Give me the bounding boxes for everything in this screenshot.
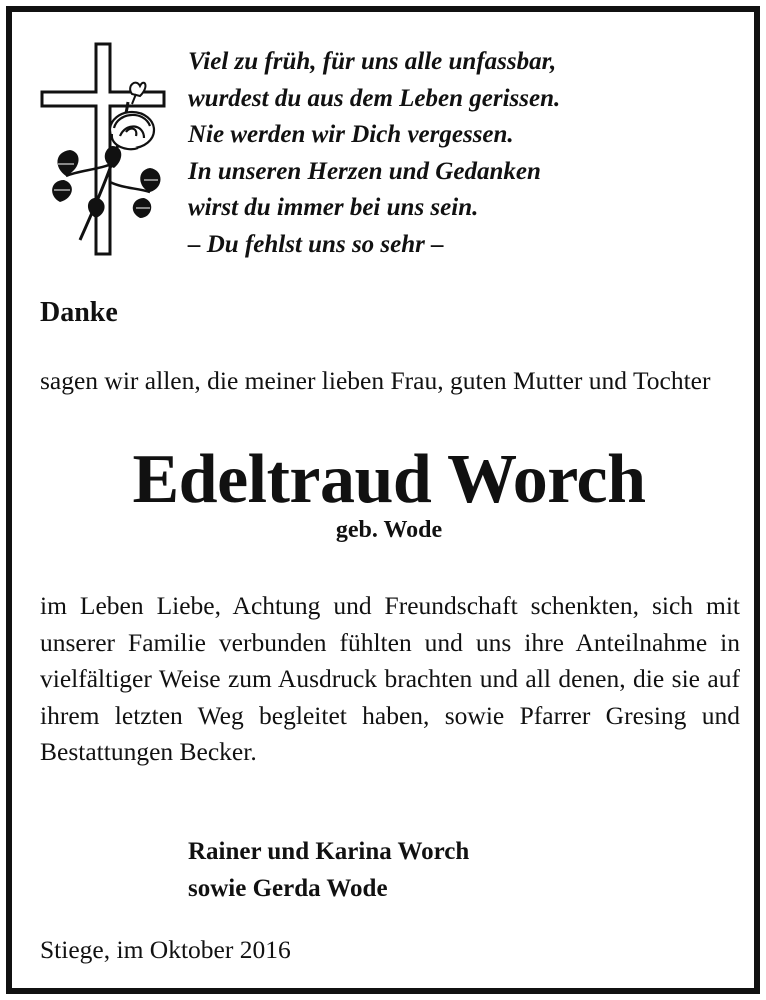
signatories xyxy=(188,834,688,907)
poem-line: Nie werden wir Dich vergessen. xyxy=(188,121,514,148)
signatory-line: Rainer und Karina Worch xyxy=(188,838,470,865)
thanks-body-text: im Leben Liebe, Achtung und Freundschaft schenkten, sich mit unserer Familie verbunden fühlten und uns ihre Anteilnahme in vielfältiger Weise zum Ausdruck brachten und all denen, die sie auf ihrem letzten Weg begleitet haben, sowie Pfarrer Gresing und Bestattungen Becker. xyxy=(40,591,740,766)
deceased-name: Edeltraud Worch xyxy=(132,441,646,518)
memorial-poem xyxy=(188,44,748,263)
poem-line: – Du fehlst uns so sehr – xyxy=(188,230,444,258)
poem-line: wurdest du aus dem Leben gerissen. xyxy=(188,84,561,112)
poem-line: wirst du immer bei uns sein. xyxy=(188,194,479,221)
thanks-heading: Danke xyxy=(40,297,118,328)
cross-with-rose-icon xyxy=(40,42,166,256)
poem-line: Viel zu früh, für uns alle unfassbar, xyxy=(188,48,557,75)
maiden-name: geb. Wode xyxy=(335,517,443,543)
signatory-line: sowie Gerda Wode xyxy=(188,874,388,902)
obituary-frame xyxy=(6,6,760,994)
intro-text: sagen wir allen, die meiner lieben Frau, guten Mutter und Tochter xyxy=(40,366,711,395)
poem-line: In unseren Herzen und Gedanken xyxy=(188,157,541,185)
place-and-date: Stiege, im Oktober 2016 xyxy=(40,935,291,964)
